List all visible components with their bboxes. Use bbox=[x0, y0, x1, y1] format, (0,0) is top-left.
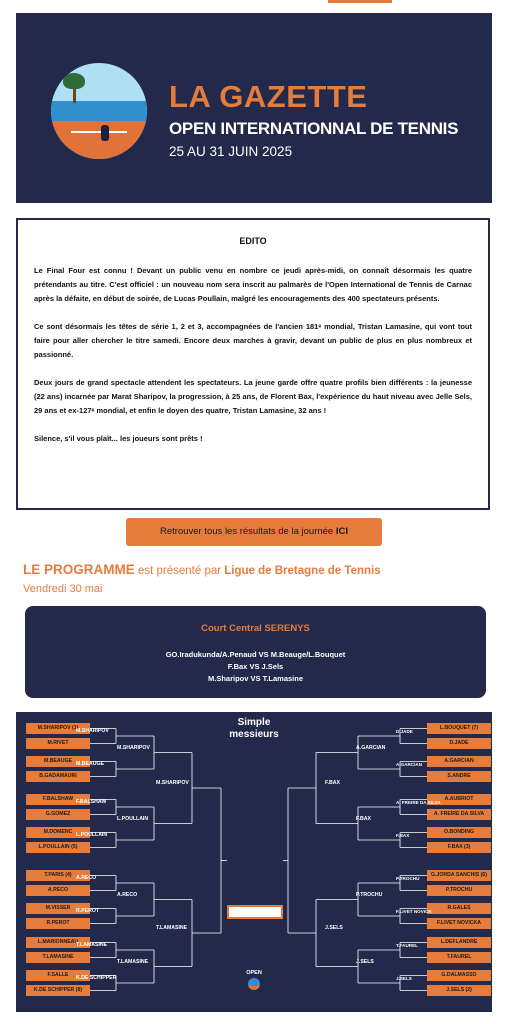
court-name: Court Central SERENYS bbox=[201, 623, 310, 634]
player-box: R.GALES bbox=[427, 903, 491, 914]
bracket-label: A.RECO bbox=[117, 891, 138, 898]
edito-paragraph-3: Deux jours de grand spectacle attendent les spectateurs. La jeune garde offre quatre profils bien différents : la jeunesse (22 ans) incarnée par Marat Sharipov, la progression, à 25 ans, de Florent Bax, l'expérience du haut niveau avec Jelle Sels, 29 ans et ex-127ᵉ mondial, et enfin le doyen des quatre, Tristan Lamasine, 32 ans ! bbox=[34, 378, 472, 415]
edito-paragraph-4: Silence, s'il vous plaît... les joueurs sont prêts ! bbox=[34, 434, 203, 443]
programme-heading bbox=[23, 562, 381, 577]
player-box: G.GOMEZ bbox=[26, 809, 90, 820]
bracket-label: L.POULLAIN bbox=[76, 832, 108, 838]
player-box: A.GARCIAN bbox=[427, 756, 491, 767]
bracket-label: J.SELS bbox=[325, 925, 343, 931]
player-box: S.ANDRE bbox=[427, 771, 491, 782]
bracket-label: R.PEROT bbox=[76, 908, 100, 914]
bracket-label: L.POULLAIN bbox=[117, 815, 149, 822]
bracket-label: F.LIVET NOVICK bbox=[396, 909, 432, 914]
bracket-label: M.SHARIPOV bbox=[156, 780, 189, 786]
results-link-label: Retrouver tous les résultats de la journée bbox=[160, 526, 334, 537]
player-box: M.SHARIPOV (1) bbox=[26, 723, 90, 734]
bracket-label: F.BALSHAW bbox=[76, 799, 107, 805]
bracket-label: T.LAMASINE bbox=[156, 925, 188, 931]
player-box: M.DOMENC bbox=[26, 827, 90, 838]
bracket-label: M.SHARIPOV bbox=[117, 744, 150, 751]
tournament-logo-icon bbox=[51, 63, 147, 159]
bracket-title-line1: Simple bbox=[237, 717, 271, 728]
match-3: M.Sharipov VS T.Lamasine bbox=[207, 674, 304, 683]
player-box: M.RIVET bbox=[26, 738, 90, 749]
player-box: J.SELS (2) bbox=[427, 985, 491, 996]
top-accent-bar bbox=[328, 0, 392, 3]
bracket-label: J.SELS bbox=[396, 976, 412, 981]
bracket-title-line2: messieurs bbox=[229, 729, 279, 740]
bracket-label: T.LAMASINE bbox=[117, 958, 149, 965]
player-box: K.DE SCHIPPER (8) bbox=[26, 985, 90, 996]
player-box: M.BEAUGE bbox=[26, 756, 90, 767]
player-box: T.LAMASINE bbox=[26, 952, 90, 963]
match-1: GO.Iradukunda/A.Penaud VS M.Beauge/L.Bouquet bbox=[165, 650, 346, 659]
player-box: B.GADAMAURI bbox=[26, 771, 90, 782]
player-box: F.SALLE bbox=[26, 970, 90, 981]
bracket-label: K.DE SCHIPPER bbox=[76, 975, 117, 981]
player-box: R.PEROT bbox=[26, 918, 90, 929]
final-winner-box bbox=[227, 905, 283, 919]
bracket-label: A.GARCIAN bbox=[396, 762, 423, 767]
bracket-label: J.SELS bbox=[356, 958, 374, 965]
bracket-label: D.JADE bbox=[396, 729, 413, 734]
player-box: L.BOUQUET (7) bbox=[427, 723, 491, 734]
bracket-label: A. FREIRE DA SILVA bbox=[396, 800, 441, 805]
programme-organizer: Ligue de Bretagne de Tennis bbox=[224, 565, 381, 577]
player-box: T.FAUREL bbox=[427, 952, 491, 963]
programme-presented-by: est présenté par bbox=[134, 565, 225, 577]
court-schedule-card bbox=[25, 606, 486, 698]
player-box: D.JADE bbox=[427, 738, 491, 749]
results-link-button[interactable] bbox=[126, 518, 382, 546]
player-box: F.BAX (3) bbox=[427, 842, 491, 853]
bracket-label: M.SHARIPOV bbox=[76, 728, 109, 734]
bracket-label: F.BAX bbox=[396, 833, 410, 838]
bracket-label: P.TROCHU bbox=[396, 876, 420, 881]
results-link-emphasis: ICI bbox=[335, 526, 348, 537]
tournament-name: OPEN INTERNATIONNAL DE TENNIS bbox=[169, 119, 459, 138]
bracket-label: T.FAUREL bbox=[396, 943, 418, 948]
bracket-label: T.LAMASINE bbox=[76, 942, 108, 948]
player-box: L.MARIONNEAU bbox=[26, 937, 90, 948]
player-box: M.VISSER bbox=[26, 903, 90, 914]
bracket-label: A.GARCIAN bbox=[356, 744, 386, 751]
match-2: F.Bax VS J.Sels bbox=[227, 662, 284, 671]
player-box: A.AUBRIOT bbox=[427, 794, 491, 805]
player-box: P.TROCHU bbox=[427, 885, 491, 896]
programme-title: LE PROGRAMME bbox=[23, 562, 135, 577]
bracket-title bbox=[219, 717, 289, 741]
newsletter-header bbox=[16, 13, 492, 203]
edito-box bbox=[16, 218, 490, 510]
edito-paragraph-2: Ce sont désormais les têtes de série 1, 2 et 3, accompagnées de l'ancien 181ᵉ mondial, Tristan Lamasine, qui vont tout faire pour aller chercher le titre samedi. Encore deux marches à gravir, devant un public de plus en plus nombreux et passionné. bbox=[34, 322, 472, 359]
tournament-dates: 25 AU 31 JUIN 2025 bbox=[169, 144, 293, 159]
player-box: F.LIVET NOVICKA bbox=[427, 918, 491, 929]
bracket-label: A.RECO bbox=[76, 875, 97, 881]
bracket-label: F.BAX bbox=[325, 780, 340, 786]
edito-heading: EDITO bbox=[239, 236, 267, 246]
player-box: L.POULLAIN (5) bbox=[26, 842, 90, 853]
open-logo-icon bbox=[244, 970, 264, 990]
player-box: A.RECO bbox=[26, 885, 90, 896]
singles-bracket bbox=[16, 712, 492, 1012]
bracket-label: M.BEAUGE bbox=[76, 761, 104, 767]
gazette-title: LA GAZETTE bbox=[169, 79, 368, 114]
player-box: G.JORDA SANCHIS (6) bbox=[427, 870, 491, 881]
player-box: O.BONDING bbox=[427, 827, 491, 838]
bracket-label: P.TROCHU bbox=[356, 891, 383, 898]
bracket-label: F.BAX bbox=[356, 815, 371, 822]
programme-date: Vendredi 30 mai bbox=[23, 583, 103, 595]
player-box: F.BALSHAW bbox=[26, 794, 90, 805]
edito-paragraph-1: Le Final Four est connu ! Devant un public venu en nombre ce jeudi après-midi, on connaît désormais les quatre prétendants au titre. C'est officiel : un nouveau nom sera inscrit au palmarès de l'Open International de Tennis de Carnac après la défaite, en début de soirée, de Lucas Poullain, malgré les encouragements des 400 spectateurs présents. bbox=[34, 266, 472, 303]
player-box: L.DEFLANDRE bbox=[427, 937, 491, 948]
open-logo-text: OPEN bbox=[246, 970, 262, 976]
player-box: G.DALMASSO bbox=[427, 970, 491, 981]
player-box: A. FREIRE DA SILVA bbox=[427, 809, 491, 820]
player-box: T.PARIS (4) bbox=[26, 870, 90, 881]
